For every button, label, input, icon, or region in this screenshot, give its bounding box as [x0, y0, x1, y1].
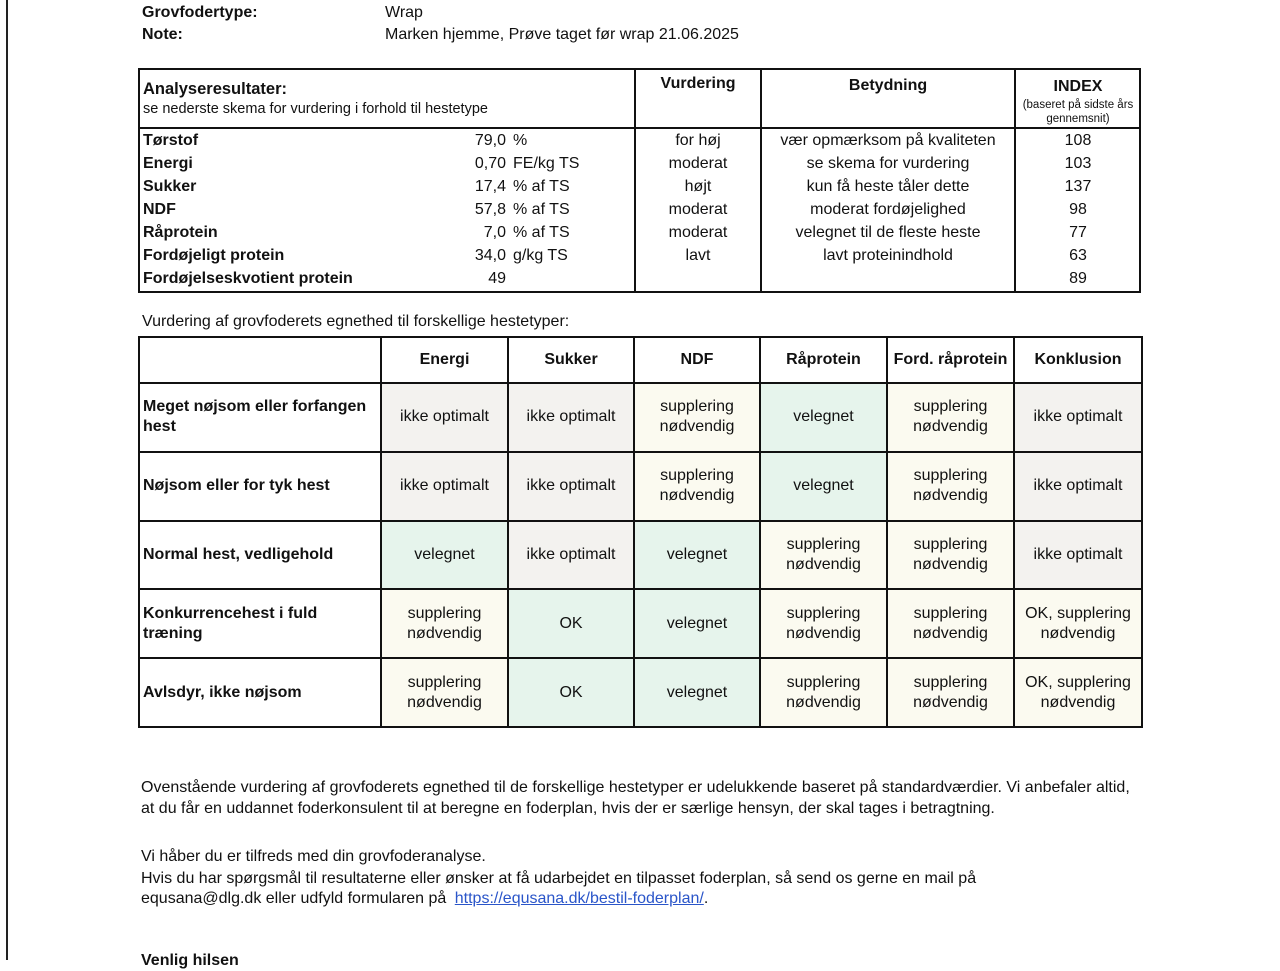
analysis-value: 57,8 — [474, 201, 506, 218]
foderplan-link[interactable]: https://equsana.dk/bestil-foderplan/ — [454, 890, 704, 907]
suitability-cell: ikke optimalt — [508, 452, 634, 521]
closing-text: Venlig hilsen — [141, 952, 239, 969]
analysis-index: 108 — [1064, 132, 1092, 149]
suitability-cell: supplering nødvendig — [887, 521, 1014, 590]
analysis-unit: g/kg TS — [513, 247, 568, 264]
analysis-vurdering: lavt — [685, 247, 711, 264]
suitability-cell: ikke optimalt — [1014, 452, 1142, 521]
suitability-cell: ikke optimalt — [508, 383, 634, 452]
analysis-row — [140, 175, 1139, 198]
analysis-parameter: Råprotein — [143, 224, 218, 241]
analysis-table — [138, 68, 1141, 293]
analysis-row — [140, 152, 1139, 175]
suitability-row — [139, 383, 1142, 452]
suitability-cell: velegnet — [760, 452, 887, 521]
suitability-title: Vurdering af grovfoderets egnethed til forskellige hestetyper: — [142, 313, 570, 330]
analysis-parameter: Energi — [143, 155, 193, 172]
analysis-index: 89 — [1069, 270, 1087, 287]
empty-header-cell — [139, 337, 381, 383]
analysis-betydning: vær opmærksom på kvaliteten — [780, 132, 996, 149]
page-left-border — [6, 0, 8, 960]
column-header: Konklusion — [1014, 337, 1142, 383]
analysis-betydning: velegnet til de fleste heste — [795, 224, 981, 241]
suitability-cell: supplering nødvendig — [634, 452, 760, 521]
suitability-cell: supplering nødvendig — [381, 589, 508, 658]
analysis-index: 103 — [1064, 155, 1092, 172]
analysis-row — [140, 221, 1139, 244]
analysis-index: 77 — [1069, 224, 1087, 241]
analysis-vurdering: moderat — [668, 155, 728, 172]
suitability-cell: OK — [508, 589, 634, 658]
suitability-cell: OK — [508, 658, 634, 727]
suitability-cell: supplering nødvendig — [887, 452, 1014, 521]
note-label: Note: — [142, 26, 183, 43]
grovfodertype-value: Wrap — [385, 4, 423, 21]
analysis-unit: % af TS — [513, 224, 570, 241]
horse-type-label: Konkurrencehest i fuld træning — [139, 589, 381, 658]
analysis-value: 7,0 — [483, 224, 506, 241]
suitability-cell: velegnet — [760, 383, 887, 452]
suitability-cell: supplering nødvendig — [760, 589, 887, 658]
contact-email-text: equsana@dlg.dk eller udfyld formularen på — [141, 890, 447, 907]
analysis-value: 49 — [488, 270, 506, 287]
suitability-cell: OK, supplering nødvendig — [1014, 589, 1142, 658]
suitability-cell: ikke optimalt — [381, 383, 508, 452]
analysis-parameter: Tørstof — [143, 132, 199, 149]
index-header: INDEX — [1053, 78, 1103, 95]
grovfodertype-label: Grovfodertype: — [142, 4, 258, 21]
horse-type-label: Meget nøjsom eller forfangen hest — [139, 383, 381, 452]
suitability-cell: OK, supplering nødvendig — [1014, 658, 1142, 727]
column-header: Ford. råprotein — [887, 337, 1014, 383]
contact-line — [141, 888, 1141, 909]
note-value: Marken hjemme, Prøve taget før wrap 21.06.2025 — [385, 26, 739, 43]
suitability-row — [139, 521, 1142, 590]
suitability-cell: velegnet — [634, 658, 760, 727]
analysis-title: Analyseresultater: — [143, 80, 287, 98]
suitability-cell: supplering nødvendig — [887, 383, 1014, 452]
analysis-unit: % af TS — [513, 201, 570, 218]
suitability-cell: supplering nødvendig — [634, 383, 760, 452]
analysis-parameter: Fordøjeligt protein — [143, 247, 285, 264]
column-header: Råprotein — [760, 337, 887, 383]
suitability-cell: ikke optimalt — [1014, 521, 1142, 590]
analysis-index: 98 — [1069, 201, 1087, 218]
analysis-betydning: kun få heste tåler dette — [806, 178, 970, 195]
analysis-row — [140, 129, 1139, 152]
suitability-cell: velegnet — [381, 521, 508, 590]
suitability-cell: velegnet — [634, 589, 760, 658]
column-header: Energi — [381, 337, 508, 383]
index-note: (baseret på sidste års gennemsnit) — [1022, 99, 1134, 125]
suitability-cell: supplering nødvendig — [887, 589, 1014, 658]
suitability-row — [139, 658, 1142, 727]
analysis-index: 63 — [1069, 247, 1087, 264]
analysis-value: 34,0 — [474, 247, 506, 264]
suitability-cell: supplering nødvendig — [887, 658, 1014, 727]
suitability-header-row — [139, 337, 1142, 383]
betydning-header: Betydning — [848, 77, 928, 94]
suitability-cell: supplering nødvendig — [381, 658, 508, 727]
analysis-value: 17,4 — [474, 178, 506, 195]
analysis-vurdering: moderat — [668, 224, 728, 241]
link-suffix: . — [703, 890, 709, 907]
suitability-cell: ikke optimalt — [508, 521, 634, 590]
analysis-row — [140, 198, 1139, 221]
analysis-betydning: lavt proteinindhold — [823, 247, 953, 264]
column-header: NDF — [634, 337, 760, 383]
suitability-row — [139, 589, 1142, 658]
analysis-vurdering: for høj — [675, 132, 721, 149]
analysis-unit: % af TS — [513, 178, 570, 195]
analysis-parameter: Sukker — [143, 178, 197, 195]
suitability-row — [139, 452, 1142, 521]
analysis-betydning: se skema for vurdering — [806, 155, 970, 172]
suitability-cell: ikke optimalt — [381, 452, 508, 521]
horse-type-label: Nøjsom eller for tyk hest — [139, 452, 381, 521]
analysis-vurdering: højt — [684, 178, 712, 195]
suitability-cell: supplering nødvendig — [760, 658, 887, 727]
disclaimer-text: Ovenstående vurdering af grovfoderets egnethed til de forskellige hestetyper er udelukkende baseret på standardværdier. Vi anbefaler altid, at du får en uddannet foderkonsulent til at beregne en foderplan, hvis der er særlige hensyn, der skal tages i betragtning. — [141, 779, 1130, 817]
horse-type-label: Normal hest, vedligehold — [139, 521, 381, 590]
analysis-value: 79,0 — [474, 132, 506, 149]
column-header: Sukker — [508, 337, 634, 383]
suitability-cell: velegnet — [634, 521, 760, 590]
analysis-index: 137 — [1064, 178, 1092, 195]
analysis-parameter: Fordøjelseskvotient protein — [143, 270, 353, 287]
analysis-parameter: NDF — [143, 201, 176, 218]
analysis-value: 0,70 — [474, 155, 506, 172]
suitability-table — [138, 336, 1143, 728]
suitability-body — [139, 383, 1142, 727]
analysis-row — [140, 244, 1139, 267]
contact-text: Hvis du har spørgsmål til resultaterne eller ønsker at få udarbejdet en tilpasset foderplan, så send os gerne en mail på — [141, 870, 977, 887]
analysis-unit: FE/kg TS — [513, 155, 580, 172]
suitability-cell: ikke optimalt — [1014, 383, 1142, 452]
thanks-text: Vi håber du er tilfreds med din grovfoderanalyse. — [141, 848, 486, 865]
analysis-betydning: moderat fordøjelighed — [810, 201, 966, 218]
suitability-cell: supplering nødvendig — [760, 521, 887, 590]
analysis-vurdering: moderat — [668, 201, 728, 218]
vurdering-header: Vurdering — [660, 75, 736, 92]
horse-type-label: Avlsdyr, ikke nøjsom — [139, 658, 381, 727]
analysis-subtitle: se nederste skema for vurdering i forhold til hestetype — [143, 101, 488, 117]
analysis-row — [140, 267, 1139, 290]
analysis-unit: % — [513, 132, 528, 149]
